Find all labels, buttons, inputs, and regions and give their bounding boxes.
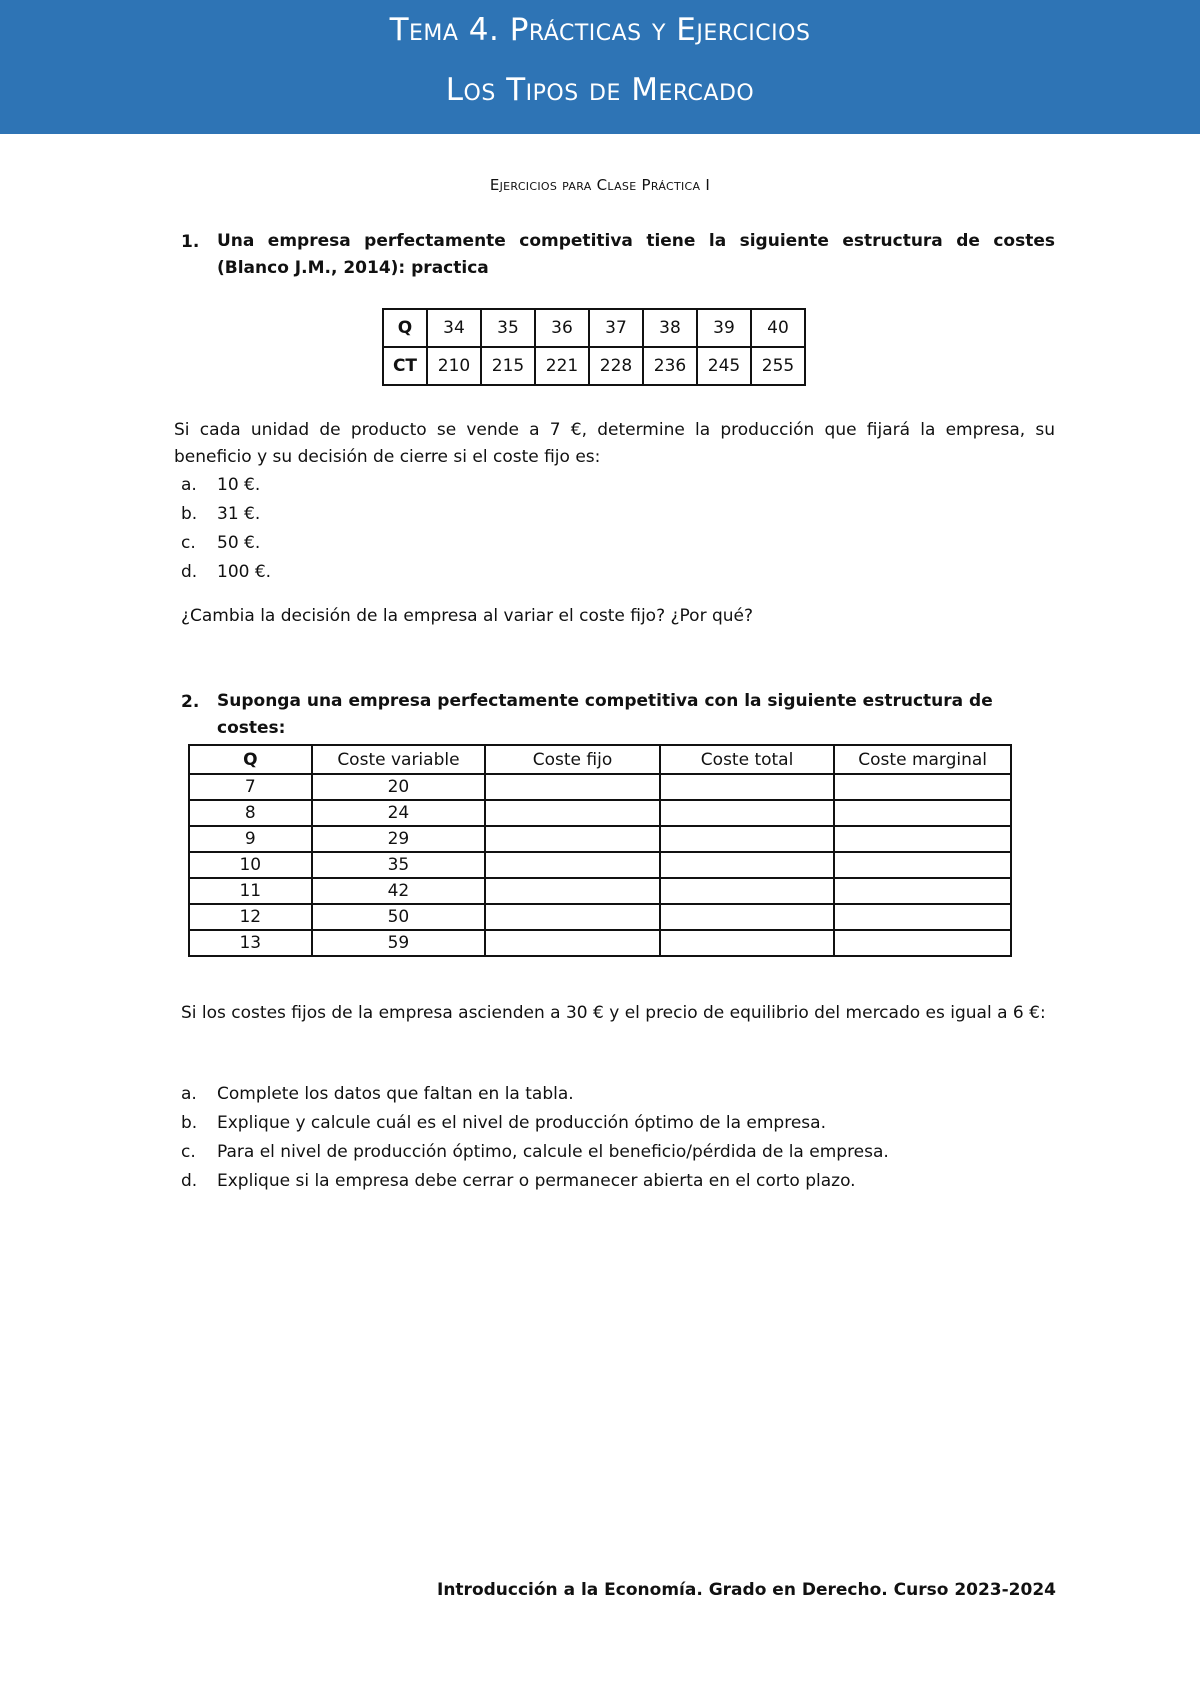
table-cell: 12 [189, 904, 312, 930]
table-cell: 210 [427, 347, 481, 385]
task-letter: c. [181, 1142, 196, 1162]
option-text: 100 €. [217, 562, 272, 582]
table-cell [660, 878, 835, 904]
option-letter: b. [181, 504, 198, 524]
table-row [189, 774, 1011, 800]
table-cell [834, 852, 1011, 878]
option-letter: c. [181, 533, 196, 553]
column-header: Coste fijo [485, 745, 660, 774]
table-cell: 35 [481, 309, 535, 347]
table-cell: 236 [643, 347, 697, 385]
table-cell [485, 826, 660, 852]
table-header-row [189, 745, 1011, 774]
table-cell [660, 774, 835, 800]
column-header: Q [189, 745, 312, 774]
table-cell: 42 [312, 878, 486, 904]
table-cell: 228 [589, 347, 643, 385]
option-letter: d. [181, 562, 198, 582]
table-cell: 34 [427, 309, 481, 347]
exercise-2-number: 2. [181, 692, 200, 712]
table-cell [485, 852, 660, 878]
task-letter: b. [181, 1113, 198, 1133]
table-cell: 50 [312, 904, 486, 930]
task-letter: a. [181, 1084, 197, 1104]
page-title: Tema 4. Prácticas y Ejercicios [389, 12, 811, 48]
table-row [189, 800, 1011, 826]
page-footer: Introducción a la Economía. Grado en Derecho. Curso 2023-2024 [437, 1580, 1056, 1600]
table-cell: 9 [189, 826, 312, 852]
column-header: Coste variable [312, 745, 486, 774]
table-cell: 10 [189, 852, 312, 878]
page-subtitle: Los Tipos de Mercado [445, 72, 755, 108]
table-cell: 13 [189, 930, 312, 956]
table-cell [485, 930, 660, 956]
exercise-2-table [188, 744, 1012, 957]
table-cell: 36 [535, 309, 589, 347]
table-row [189, 930, 1011, 956]
column-header: Coste marginal [834, 745, 1011, 774]
column-header: Coste total [660, 745, 835, 774]
table-row [189, 878, 1011, 904]
task-text: Explique si la empresa debe cerrar o permanecer abierta en el corto plazo. [217, 1171, 856, 1191]
table-cell [660, 852, 835, 878]
table-cell [660, 800, 835, 826]
table-cell: 29 [312, 826, 486, 852]
table-cell [485, 904, 660, 930]
exercise-2-question: Si los costes fijos de la empresa ascienden a 30 € y el precio de equilibrio del mercado es igual a 6 €: [181, 1003, 1046, 1023]
table-cell [834, 930, 1011, 956]
table-cell: 24 [312, 800, 486, 826]
table-cell: 255 [751, 347, 805, 385]
table-cell [834, 800, 1011, 826]
table-cell: 35 [312, 852, 486, 878]
table-cell: 8 [189, 800, 312, 826]
option-text: 10 €. [217, 475, 261, 495]
table-row [189, 904, 1011, 930]
table-cell [660, 930, 835, 956]
table-cell [834, 878, 1011, 904]
table-row [189, 826, 1011, 852]
table-cell: 7 [189, 774, 312, 800]
task-text: Complete los datos que faltan en la tabla. [217, 1084, 574, 1104]
table-cell [660, 904, 835, 930]
table-cell: 37 [589, 309, 643, 347]
table-cell [485, 774, 660, 800]
row-label-q: Q [383, 309, 427, 347]
table-cell [834, 904, 1011, 930]
table-cell: 245 [697, 347, 751, 385]
row-label-ct: CT [383, 347, 427, 385]
table-cell: 221 [535, 347, 589, 385]
table-cell: 59 [312, 930, 486, 956]
option-text: 31 €. [217, 504, 261, 524]
table-cell: 40 [751, 309, 805, 347]
table-cell [660, 826, 835, 852]
table-row [383, 309, 805, 347]
table-cell [834, 774, 1011, 800]
exercise-1-table [382, 308, 806, 386]
exercise-1-question: Si cada unidad de producto se vende a 7 €, determine la producción que fijará la empresa, su beneficio y su decisión de cierre si el coste fijo es: [174, 420, 1055, 467]
table-row [383, 347, 805, 385]
table-cell: 20 [312, 774, 486, 800]
table-cell: 11 [189, 878, 312, 904]
table-row [189, 852, 1011, 878]
table-cell: 39 [697, 309, 751, 347]
table-cell: 215 [481, 347, 535, 385]
table-cell: 38 [643, 309, 697, 347]
task-text: Para el nivel de producción óptimo, calcule el beneficio/pérdida de la empresa. [217, 1142, 889, 1162]
option-text: 50 €. [217, 533, 261, 553]
exercise-1-number: 1. [181, 232, 200, 252]
header-banner [0, 0, 1200, 134]
table-cell [834, 826, 1011, 852]
table-cell [485, 878, 660, 904]
option-letter: a. [181, 475, 197, 495]
exercise-1-followup: ¿Cambia la decisión de la empresa al variar el coste fijo? ¿Por qué? [181, 606, 754, 626]
task-text: Explique y calcule cuál es el nivel de producción óptimo de la empresa. [217, 1113, 826, 1133]
table-cell [485, 800, 660, 826]
exercise-2-statement: Suponga una empresa perfectamente competitiva con la siguiente estructura de costes: [217, 691, 993, 738]
exercise-1-statement: Una empresa perfectamente competitiva tiene la siguiente estructura de costes (Blanco J.M., 2014): practica [217, 231, 1055, 278]
section-title: Ejercicios para Clase Práctica I [489, 176, 711, 194]
task-letter: d. [181, 1171, 198, 1191]
